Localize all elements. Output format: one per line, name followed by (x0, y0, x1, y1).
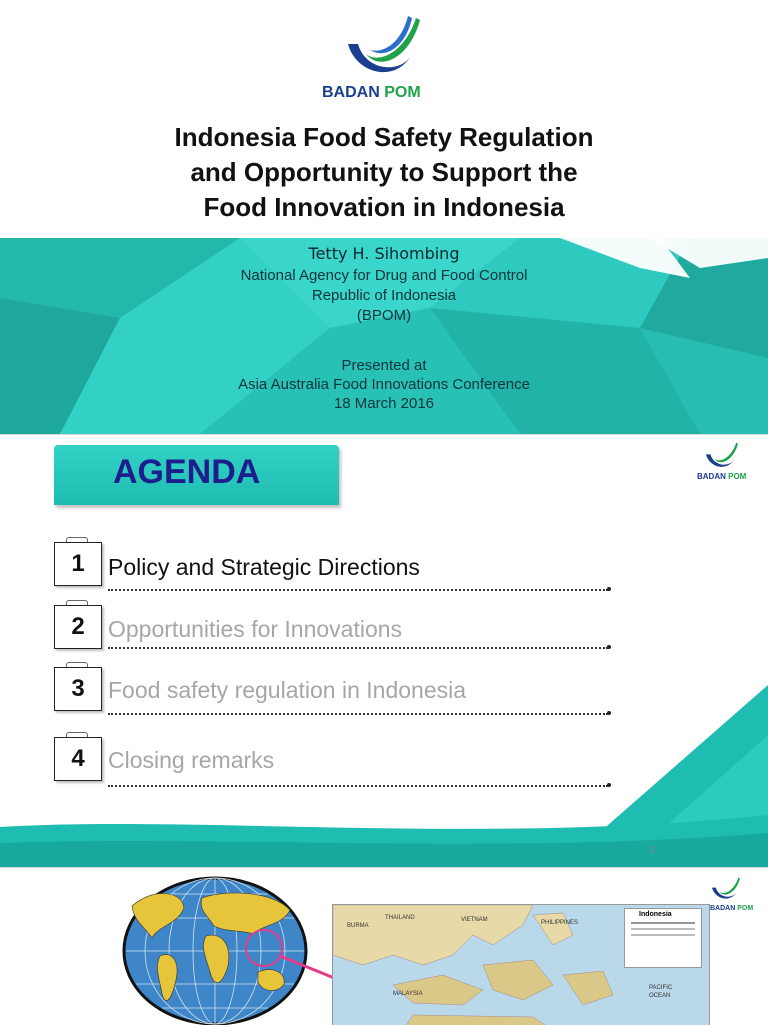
map-label-malaysia: MALAYSIA (393, 991, 423, 997)
map-label-burma: BURMA (347, 923, 369, 929)
logo-word-badan: BADAN (322, 84, 380, 101)
badan-pom-logo-small-icon (710, 876, 742, 904)
legend-title: Indonesia (639, 911, 672, 918)
org-line-3: (BPOM) (356, 307, 412, 324)
title-line-2: and Opportunity to Support the (190, 157, 578, 187)
divider-end-dot (607, 587, 611, 591)
legend-rule (631, 934, 695, 936)
agenda-item-3-number: 3 (54, 667, 102, 711)
legend-rule (631, 928, 695, 930)
divider-end-dot (607, 645, 611, 649)
agenda-title-box (54, 445, 339, 505)
map-legend (624, 908, 702, 968)
map-label-pacific: PACIFIC (649, 985, 673, 991)
divider-end-dot (607, 711, 611, 715)
agenda-item-1-label[interactable]: Policy and Strategic Directions (108, 554, 420, 580)
agenda-item-2-number: 2 (54, 605, 102, 649)
agenda-item-1-number: 1 (54, 542, 102, 586)
map-label-ocean: OCEAN (649, 993, 671, 999)
logo-wordmark-small (697, 472, 746, 481)
dotted-divider (108, 785, 608, 787)
badan-pom-logo-icon (346, 14, 422, 86)
org-line-1: National Agency for Drug and Food Control (240, 267, 528, 284)
agenda-item-3-label[interactable]: Food safety regulation in Indonesia (108, 677, 467, 703)
map-label-thailand: THAILAND (385, 915, 415, 921)
org-line-2: Republic of Indonesia (311, 287, 457, 304)
agenda-item-4-label[interactable]: Closing remarks (108, 747, 275, 773)
dotted-divider (108, 713, 608, 715)
logo-word-pom: POM (728, 472, 747, 481)
presented-line-3: 18 March 2016 (333, 395, 435, 412)
presented-line-1: Presented at (341, 357, 427, 374)
logo-word-badan: BADAN (697, 472, 726, 481)
title-line-1: Indonesia Food Safety Regulation (174, 122, 594, 152)
dotted-divider (108, 647, 608, 649)
author-name: Tetty H. Sihombing (308, 244, 460, 263)
presentation-title (80, 120, 688, 225)
presented-line-2: Asia Australia Food Innovations Conference (238, 376, 530, 393)
title-line-3: Food Innovation in Indonesia (203, 192, 565, 222)
logo-word-pom: POM (737, 905, 754, 912)
agenda-slide (0, 434, 768, 867)
map-slide (0, 867, 768, 1025)
agenda-title: AGENDA (113, 453, 261, 491)
logo-wordmark (322, 84, 421, 102)
logo-wordmark-small (710, 905, 753, 912)
badan-pom-logo-small-icon (704, 441, 740, 473)
dotted-divider (108, 589, 608, 591)
title-slide (0, 0, 768, 434)
divider-end-dot (607, 783, 611, 787)
legend-rule (631, 922, 695, 924)
agenda-item-2-label[interactable]: Opportunities for Innovations (108, 616, 403, 642)
logo-word-badan: BADAN (710, 905, 736, 912)
map-label-vietnam: VIETNAM (461, 917, 488, 923)
map-label-philippines: PHILIPPINES (541, 920, 579, 926)
logo-word-pom: POM (384, 84, 421, 101)
agenda-item-4-number: 4 (54, 737, 102, 781)
page-number: 2 (650, 845, 656, 855)
